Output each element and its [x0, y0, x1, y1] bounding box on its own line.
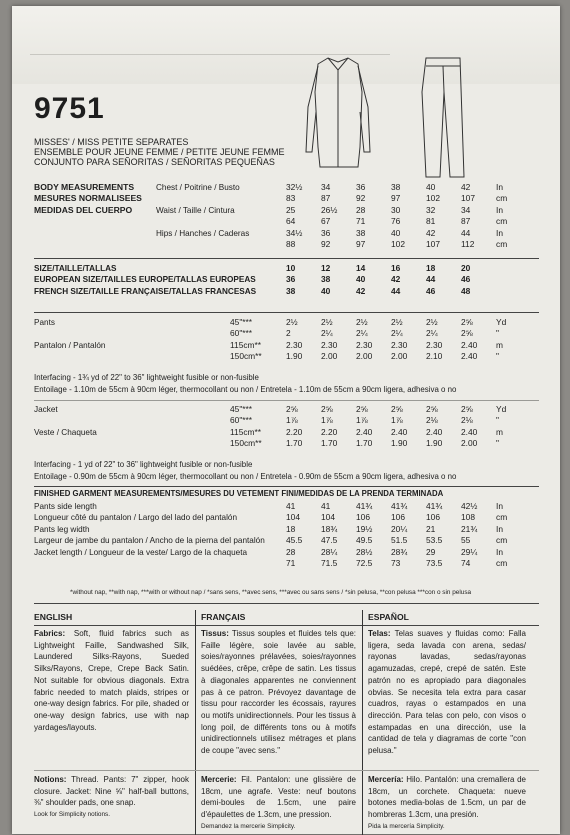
- size-value: 104: [286, 512, 300, 523]
- size-value: 18: [426, 263, 436, 273]
- row-label: Veste / Chaqueta: [34, 427, 97, 437]
- size-value: 2¼: [356, 328, 368, 339]
- size-value: 2.00: [321, 351, 338, 362]
- jacket-interfacing: Interfacing - 1 yd of 22" to 36" lightweight fusible or non-fusible Entoilage - 0.90m de 55cm à 90cm léger, thermocollant ou non / Entretela - 0.90m de 55cm a 90cm ligera, adhesiva o no: [34, 460, 457, 481]
- size-value: 97: [356, 239, 366, 250]
- size-value: 72.5: [356, 558, 373, 569]
- unit: Yd: [496, 404, 507, 414]
- size-value: 87: [321, 193, 331, 204]
- size-value: 36: [321, 227, 331, 238]
- size-value: 45.5: [286, 535, 303, 546]
- size-value: 53.5: [426, 535, 443, 546]
- table-row: [34, 427, 516, 438]
- size-value: 2.20: [321, 426, 338, 437]
- unit: In: [496, 182, 503, 192]
- size-value: 88: [286, 239, 296, 250]
- size-value: 83: [286, 193, 296, 204]
- espanol-fabrics: Telas: Telas suaves y fluidas como: Falla ligera, seda lavada con arena, sedas/ rayonas lavadas, sedas/rayonas agamuzadas, crepé, crepé de satén. Este patrón no es apropiado para diagonales obvias. Se necesita tela extra para casar cuadros, rayas o estampados en una dirección. Para telas con pelo, con visos o estampadas en una dirección, use la cantidad de tela y diagramas de corte "con pelusa.": [368, 629, 526, 756]
- fabric-width: 60"***: [230, 328, 253, 339]
- size-value: 2⅝: [461, 404, 473, 414]
- row-label: [34, 415, 230, 426]
- espanol-notions: Mercería: Hilo. Pantalón: una cremallera de 18cm, un corchete. Chaqueta: nueve botones media-bolas de 1.5cm, un par de hombreras 1.3cm, una presión. Pida la mercería Simplicity.: [368, 775, 526, 830]
- table-row: [34, 524, 516, 535]
- fabric-width: 45"***: [230, 404, 253, 414]
- size-value: 29¼: [461, 546, 478, 557]
- size-value: 18¾: [321, 523, 338, 534]
- english-fabrics: Fabrics: Soft, fluid fabrics such as Lightweight Faille, Sandwashed Silk, Laundered Silks-Rayons, Sueded Silks/Rayons, Crepe, Crepe Back Satin. Not suitable for obvious diagonals. Extra fabric needed to match plaids, stripes or one-way design fabrics. For pile, shaded or one-way design fabrics, use with nap yardages/layouts.: [34, 629, 189, 732]
- size-value: 2.30: [356, 339, 373, 350]
- divider: [34, 625, 539, 626]
- size-value: 81: [426, 216, 436, 227]
- size-value: 74: [461, 558, 471, 569]
- size-value: 2.40: [391, 426, 408, 437]
- size-value: 41: [286, 501, 296, 511]
- unit: In: [496, 501, 503, 511]
- size-value: 71: [356, 216, 366, 227]
- row-label: Hips / Hanches / Caderas: [156, 228, 250, 238]
- size-value: 73.5: [426, 558, 443, 569]
- size-value: 20¼: [391, 523, 408, 534]
- table-row: [156, 228, 516, 239]
- row-label: Chest / Poitrine / Busto: [156, 183, 240, 192]
- unit: cm: [496, 239, 508, 250]
- size-value: 21¾: [461, 523, 478, 534]
- size-value: 41: [321, 501, 331, 511]
- francais-notions: Mercerie: Fil. Pantalon: une glissière de 18cm, une agrafe. Veste: neuf boutons demi-boules de 1.5cm, une paire d'épaulettes de 1.3cm, une pression. Demandez la mercerie Simplicity.: [201, 775, 356, 830]
- size-value: 30: [391, 204, 401, 215]
- size-value: 32½: [286, 182, 303, 192]
- row-label: Largeur de jambe du pantalon / Ancho de la pierna del pantalón: [34, 536, 265, 546]
- size-value: 2½: [356, 317, 368, 327]
- size-value: 34½: [286, 227, 303, 238]
- size-value: 1.90: [426, 438, 443, 449]
- size-value: 25: [286, 204, 296, 215]
- finished-header: FINISHED GARMENT MEASUREMENTS/MESURES DU VETEMENT FINI/MEDIDAS DE LA PRENDA TERMINADA: [34, 489, 444, 498]
- divider: [34, 400, 539, 401]
- row-label: [156, 193, 286, 204]
- size-value: 2.00: [391, 351, 408, 362]
- size-value: 2⅝: [426, 404, 438, 414]
- table-row: [156, 182, 516, 193]
- table-row: [34, 263, 496, 274]
- size-value: 71.5: [321, 558, 338, 569]
- size-value: 2⅝: [461, 328, 473, 339]
- table-row: [34, 501, 516, 512]
- size-value: 28¾: [391, 546, 408, 557]
- table-row: [34, 340, 516, 351]
- unit: In: [496, 204, 503, 215]
- size-value: 46: [461, 274, 471, 285]
- unit: ": [496, 351, 499, 362]
- unit: In: [496, 227, 503, 238]
- divider: [34, 486, 539, 487]
- size-value: 42½: [461, 501, 478, 511]
- pants-interfacing: Interfacing - 1¾ yd of 22" to 36" lightweight fusible or non-fusible Entoilage - 1.10m de 55cm à 90cm léger, thermocollant ou non / Entretela - 1.10m de 55cm a 90cm ligera, adhesiva o no: [34, 373, 457, 394]
- size-value: 107: [461, 193, 475, 204]
- unit: cm: [496, 512, 508, 523]
- size-value: 2.40: [461, 351, 478, 362]
- size-value: 106: [356, 512, 370, 523]
- size-value: 41¾: [391, 501, 408, 511]
- size-value: 28: [286, 546, 296, 557]
- size-value: 38: [356, 227, 366, 238]
- fabric-width: 115cm**: [230, 339, 262, 350]
- unit: ": [496, 328, 499, 339]
- size-value: 21: [426, 523, 436, 534]
- size-value: 14: [356, 263, 366, 273]
- size-value: 1⅞: [356, 415, 368, 426]
- size-value: 2.20: [286, 426, 303, 437]
- unit: cm: [496, 193, 508, 204]
- pattern-number: 9751: [34, 92, 105, 125]
- francais-fabrics: Tissus: Tissus souples et fluides tels que: Faille légère, soie lavée au sable, soies/rayonnes prélavées, soies/rayonnes suédées, crêpe, crêpe de satin. Les tissus à diagonales apparentes ne conviennent pas à ce patron. Prévoyez davantage de tissu pour raccorder les écossais, rayures ou motifs unidirectionnels. Pour les tissus à long poil, de différents tons ou à motifs unidirectionnels utilisez métrages et plans de coupe "avec sens.": [201, 629, 356, 756]
- size-value: 73: [391, 558, 401, 569]
- divider: [34, 603, 539, 604]
- size-value: 10: [286, 263, 296, 273]
- size-value: 40: [391, 227, 401, 238]
- unit: cm: [496, 558, 508, 569]
- size-value: 2.00: [461, 438, 478, 449]
- english-heading: ENGLISH: [34, 612, 73, 622]
- size-value: 2½: [321, 317, 333, 327]
- size-value: 32: [426, 204, 436, 215]
- fabric-width: 60"***: [230, 415, 253, 426]
- size-value: 36: [356, 182, 366, 192]
- size-value: 2.40: [461, 339, 478, 350]
- size-value: 41¾: [426, 501, 443, 511]
- size-value: 2¼: [426, 328, 438, 339]
- row-label: FRENCH SIZE/TAILLE FRANÇAISE/TALLAS FRANCESAS: [34, 286, 257, 296]
- size-value: 40: [426, 182, 436, 192]
- size-value: 2.30: [391, 339, 408, 350]
- title-es: CONJUNTO PARA SEÑORITAS / SEÑORITAS PEQUEÑAS: [34, 157, 275, 167]
- garment-illustration: [298, 52, 483, 187]
- size-value: 2.40: [426, 426, 443, 437]
- unit: Yd: [496, 317, 507, 327]
- unit: cm: [496, 535, 508, 546]
- unit: cm: [496, 216, 508, 227]
- column-rule: [195, 610, 196, 835]
- size-value: 2⅝: [286, 404, 298, 414]
- size-value: 2⅛: [461, 415, 473, 426]
- unit: ": [496, 415, 499, 426]
- title-en: MISSES' / MISS PETITE SEPARATES: [34, 137, 189, 147]
- size-value: 2.30: [426, 339, 443, 350]
- table-row: [34, 286, 496, 297]
- row-label: [156, 239, 286, 250]
- size-value: 2¼: [391, 328, 403, 339]
- table-row: [34, 512, 516, 523]
- row-label: [156, 216, 286, 227]
- size-value: 26½: [321, 204, 338, 215]
- size-value: 2½: [286, 317, 298, 327]
- size-value: 1.70: [356, 438, 373, 449]
- size-value: 1.70: [286, 438, 303, 449]
- size-value: 19½: [356, 523, 373, 534]
- table-row: [34, 558, 516, 569]
- size-value: 48: [461, 285, 471, 296]
- size-value: 92: [321, 239, 331, 250]
- size-value: 106: [426, 512, 440, 523]
- table-row: [34, 317, 516, 328]
- size-value: 1⅞: [391, 415, 403, 426]
- size-value: 2⅝: [321, 404, 333, 414]
- size-value: 1⅞: [321, 415, 333, 426]
- size-value: 87: [461, 216, 471, 227]
- size-value: 51.5: [391, 535, 408, 546]
- size-value: 108: [461, 512, 475, 523]
- english-notions: Notions: Thread. Pants: 7" zipper, hook closure. Jacket: Nine ⅝" half-ball buttons, ⅜" shoulder pads, one snap. Look for Simplicity notions.: [34, 775, 189, 819]
- size-value: 2¼: [321, 328, 333, 339]
- size-value: 29: [426, 546, 436, 557]
- jacket-yardage-table: [34, 404, 516, 450]
- size-value: 34: [461, 204, 471, 215]
- row-label: Jacket length / Longueur de la veste/ Largo de la chaqueta: [34, 547, 248, 557]
- size-value: 28¼: [321, 546, 338, 557]
- size-value: 46: [426, 285, 436, 296]
- row-label: SIZE/TAILLE/TALLAS: [34, 264, 117, 273]
- row-label: [34, 328, 230, 339]
- table-row: [34, 351, 516, 362]
- fabric-width: 150cm**: [230, 351, 262, 362]
- size-value: 47.5: [321, 535, 338, 546]
- unit: m: [496, 339, 503, 350]
- size-value: 12: [321, 263, 331, 273]
- unit: In: [496, 546, 503, 557]
- pattern-envelope: [12, 6, 560, 834]
- divider: [34, 770, 539, 771]
- row-label: [34, 558, 286, 569]
- size-value: 20: [461, 263, 471, 273]
- table-row: [34, 535, 516, 546]
- size-value: 40: [321, 285, 331, 296]
- finished-measurements-table: [34, 501, 516, 569]
- size-value: 2.40: [356, 426, 373, 437]
- fabric-width: 45"***: [230, 317, 253, 327]
- table-row: [34, 404, 516, 415]
- row-label: Longueur côté du pantalon / Largo del lado del pantalón: [34, 513, 238, 523]
- size-value: 42: [426, 227, 436, 238]
- size-value: 42: [391, 274, 401, 285]
- table-row: [156, 239, 516, 250]
- size-value: 1.90: [286, 351, 303, 362]
- francais-heading: FRANÇAIS: [201, 612, 246, 622]
- size-value: 92: [356, 193, 366, 204]
- size-value: 42: [461, 182, 471, 192]
- size-value: 38: [321, 274, 331, 285]
- size-value: 40: [356, 274, 366, 285]
- size-value: 18: [286, 523, 296, 534]
- size-value: 28: [356, 204, 366, 215]
- size-value: 67: [321, 216, 331, 227]
- size-value: 112: [461, 239, 475, 250]
- body-measurements-heading: BODY MEASUREMENTS MESURES NORMALISEES MEDIDAS DEL CUERPO: [34, 182, 142, 215]
- size-value: 2⅝: [391, 404, 403, 414]
- row-label: Pantalon / Pantalón: [34, 340, 106, 350]
- size-value: 2⅛: [426, 415, 438, 426]
- footnote: *without nap, **with nap, ***with or without nap / *sans sens, **avec sens, ***avec ou sans sens / *sin pelusa, **con pelusa ***con o sin pelusa: [70, 589, 472, 596]
- size-value: 38: [286, 285, 296, 296]
- size-value: 2.10: [426, 351, 443, 362]
- size-value: 44: [391, 285, 401, 296]
- fabric-width: 150cm**: [230, 438, 262, 449]
- table-row: [156, 193, 516, 204]
- size-value: 38: [391, 182, 401, 192]
- size-value: 36: [286, 274, 296, 285]
- size-value: 28½: [356, 546, 373, 557]
- table-row: [34, 438, 516, 449]
- size-value: 2.00: [356, 351, 373, 362]
- sizes-table: [34, 263, 496, 297]
- size-value: 2.30: [321, 339, 338, 350]
- row-label: EUROPEAN SIZE/TAILLES EUROPE/TALLAS EUROPEAS: [34, 275, 256, 285]
- size-value: 1.90: [391, 438, 408, 449]
- size-value: 97: [391, 193, 401, 204]
- unit: m: [496, 426, 503, 437]
- size-value: 16: [391, 263, 401, 273]
- row-label: Pants leg width: [34, 524, 90, 534]
- pants-yardage-table: [34, 317, 516, 363]
- row-label: Pants: [34, 318, 55, 327]
- size-value: 2½: [391, 317, 403, 327]
- size-value: 64: [286, 216, 296, 227]
- size-value: 107: [426, 239, 440, 250]
- size-value: 2⅝: [461, 317, 473, 327]
- size-value: 41¾: [356, 501, 373, 511]
- size-value: 71: [286, 558, 296, 569]
- espanol-heading: ESPAÑOL: [368, 612, 409, 622]
- table-row: [34, 274, 496, 285]
- size-value: 2.40: [461, 426, 478, 437]
- unit: ": [496, 438, 499, 449]
- row-label: [34, 438, 230, 449]
- table-row: [34, 415, 516, 426]
- table-row: [156, 205, 516, 216]
- size-value: 102: [426, 193, 440, 204]
- column-rule: [362, 610, 363, 835]
- table-row: [156, 216, 516, 227]
- unit: In: [496, 523, 503, 534]
- size-value: 44: [426, 274, 436, 285]
- divider: [34, 312, 539, 313]
- size-value: 104: [321, 512, 335, 523]
- size-value: 2: [286, 328, 291, 339]
- size-value: 55: [461, 535, 471, 546]
- size-value: 1.70: [321, 438, 338, 449]
- table-row: [34, 547, 516, 558]
- title-fr: ENSEMBLE POUR JEUNE FEMME / PETITE JEUNE FEMME: [34, 147, 285, 157]
- fabric-width: 115cm**: [230, 426, 262, 437]
- size-value: 106: [391, 512, 405, 523]
- size-value: 2½: [426, 317, 438, 327]
- size-value: 44: [461, 227, 471, 238]
- size-value: 2.30: [286, 339, 303, 350]
- row-label: Pants side length: [34, 502, 97, 511]
- size-value: 49.5: [356, 535, 373, 546]
- size-value: 2⅝: [356, 404, 368, 414]
- row-label: Waist / Taille / Cintura: [156, 205, 235, 215]
- size-value: 102: [391, 239, 405, 250]
- size-value: 76: [391, 216, 401, 227]
- row-label: Jacket: [34, 405, 58, 414]
- body-measurements-table: [156, 182, 516, 250]
- size-value: 34: [321, 182, 331, 192]
- divider: [34, 258, 539, 259]
- row-label: [34, 351, 230, 362]
- size-value: 42: [356, 285, 366, 296]
- table-row: [34, 328, 516, 339]
- size-value: 1⅞: [286, 415, 298, 426]
